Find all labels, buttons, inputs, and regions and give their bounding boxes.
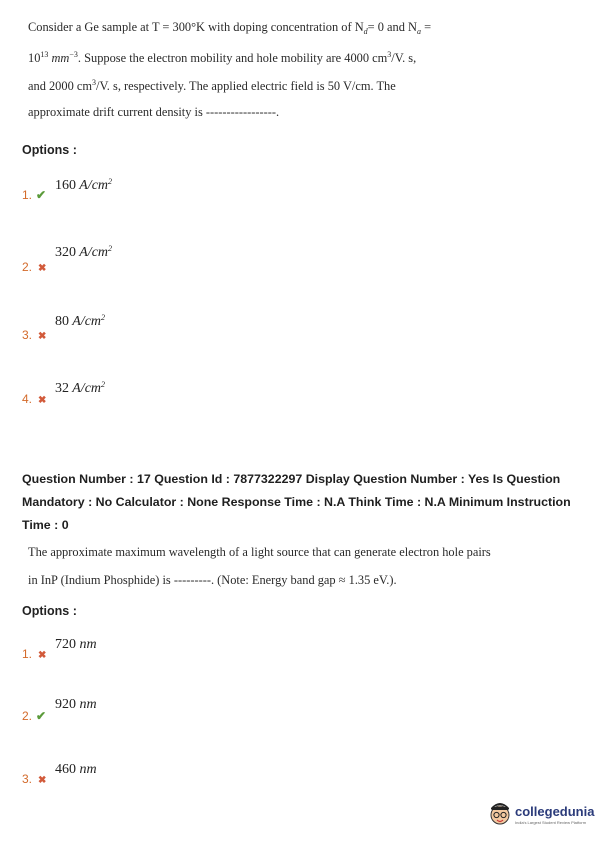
logo-tagline: India's Largest Student Review Platform [515,820,587,825]
logo-wordmark: collegedunia [515,804,595,819]
q17-text-line-2: in InP (Indium Phosphide) is ---------. (Note: Energy band gap ≈ 1.35 eV.). [28,573,397,587]
q16-text-line-4: approximate drift current density is -----------------. [28,105,280,119]
q17-meta-line-1: Question Number : 17 Question Id : 7877322297 Display Question Number : Yes Is Question [22,472,561,486]
collegedunia-logo [488,800,595,830]
q16-text-line-1: Consider a Ge sample at T = 300°K with doping concentration of $N_d= 0$ and $N_a$ = [28,20,432,36]
q17-option-2-number: 2. ✔ [22,709,47,723]
cross-icon: ✖ [38,331,47,342]
cross-icon: ✖ [38,650,47,661]
check-icon: ✔ [36,709,47,723]
q17-text-line-1: The approximate maximum wavelength of a light source that can generate electron hole pairs [28,545,491,559]
q17-option-1-answer[interactable]: 720 nm [55,637,97,652]
q17-option-2-answer[interactable]: 920 nm [55,697,97,712]
q17-options-label: Options : [22,604,77,618]
q17-meta-line-3: Time : 0 [22,518,69,532]
q16-option-1-number: 1. ✔ [22,188,47,202]
cross-icon: ✖ [38,263,47,274]
q17-option-3-number: 3. ✖ [22,772,47,786]
q17-meta-line-2: Mandatory : No Calculator : None Response Time : N.A Think Time : N.A Minimum Instruction [22,495,571,509]
q16-option-3-answer[interactable]: 80 $A/cm^2$ [55,313,106,329]
mascot-icon [488,800,512,828]
q16-option-4-answer[interactable]: 32 $A/cm^2$ [55,380,106,396]
q16-option-2-answer[interactable]: 320 $A/cm^2$ [55,244,113,260]
q16-option-3-number: 3. ✖ [22,328,47,342]
check-icon: ✔ [36,188,47,202]
q16-option-2-number: 2. ✖ [22,260,47,274]
q17-option-1-number: 1. ✖ [22,647,47,661]
q16-options-label: Options : [22,143,77,157]
q17-option-3-answer[interactable]: 460 nm [55,762,97,777]
q16-option-1-answer[interactable]: 160 $A/cm^2$ [55,177,113,193]
q16-option-4-number: 4. ✖ [22,392,47,406]
cross-icon: ✖ [38,395,47,406]
cross-icon: ✖ [38,775,47,786]
q16-text-line-2: $10^{13}$ $mm^{-3}$. Suppose the electron mobility and hole mobility are 4000 $cm^3/V$. s, [28,50,417,65]
q16-text-line-3: and 2000 $cm^3/V$. s, respectively. The applied electric field is 50 V/cm. The [28,78,396,93]
